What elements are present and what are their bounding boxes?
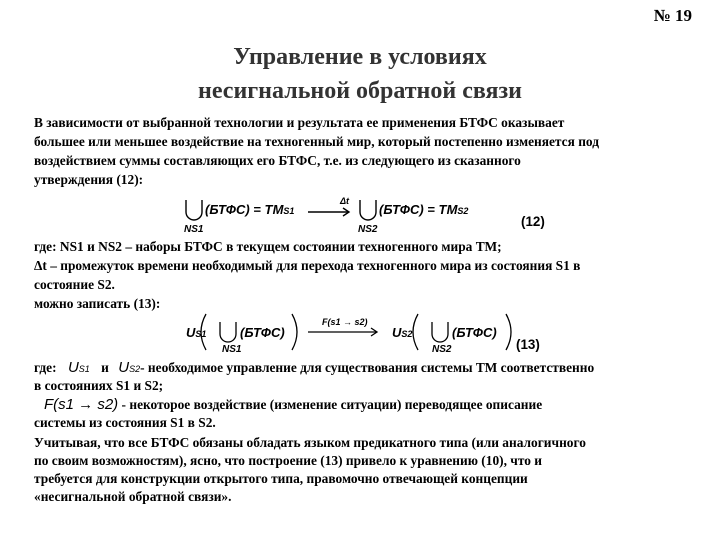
paragraph-4-line-2: системы из состояния S1 в S2. bbox=[34, 415, 216, 430]
title-line-2: несигнальной обратной связи bbox=[198, 78, 522, 104]
equation-13-number: (13) bbox=[516, 337, 540, 352]
eq12-rhs: (БТФС) = ТМS2 bbox=[379, 202, 469, 217]
f-transition-symbol: F(s1 → s2) bbox=[44, 396, 119, 413]
paragraph-4-line-1: F(s1 → s2) - некоторое воздействие (изменение ситуации) переводящее описание bbox=[44, 396, 543, 413]
paragraph-2-line-2: Δt – промежуток времени необходимый для перехода техногенного мира из состояния S1 в bbox=[34, 258, 581, 273]
paragraph-1-line-4: утверждения (12): bbox=[34, 172, 144, 187]
paragraph-1-line-1: В зависимости от выбранной технологии и результата ее применения БТФС оказывает bbox=[34, 115, 565, 130]
title-line-1: Управление в условиях bbox=[233, 44, 487, 70]
paragraph-5-line-2: по своим возможностям), ясно, что построение (13) привело к уравнению (10), что и bbox=[34, 453, 543, 468]
paragraph-5-line-4: «несигнальной обратной связи». bbox=[34, 489, 232, 504]
left-paren-2 bbox=[413, 314, 418, 350]
right-paren-1 bbox=[292, 314, 297, 350]
equation-12-number: (12) bbox=[521, 214, 545, 229]
eq13-arrow-label: F(s1 → s2) bbox=[322, 317, 368, 327]
right-paren-2 bbox=[506, 314, 511, 350]
paragraph-1-line-2: большее или меньшее воздействие на техногенный мир, который постепенно изменяется под bbox=[34, 134, 599, 149]
us2-symbol: US2 bbox=[118, 359, 141, 376]
union-symbol-left bbox=[186, 200, 202, 220]
paragraph-5-line-3: требуется для конструкции открытого типа, правомочно отвечающей концепции bbox=[34, 471, 528, 486]
eq13-us1: US1 bbox=[186, 325, 207, 340]
paragraph-5-line-1: Учитывая, что все БТФС обязаны обладать языком предикатного типа (или аналогичного bbox=[34, 435, 586, 450]
paragraph-3-line-2: в состояниях S1 и S2; bbox=[34, 378, 164, 393]
eq12-arrow-label: Δt bbox=[340, 196, 350, 206]
union-symbol-left bbox=[220, 322, 236, 342]
eq13-us2: US2 bbox=[392, 325, 413, 340]
slide-number: № 19 bbox=[653, 6, 692, 25]
paragraph-1-line-3: воздействием суммы составляющих его БТФС, т.е. из следующего из сказанного bbox=[34, 153, 521, 168]
eq13-ns1: NS1 bbox=[222, 344, 242, 355]
paragraph-2-line-3: состояние S2. bbox=[34, 277, 115, 292]
eq13-inner-right: (БТФС) bbox=[452, 325, 497, 340]
eq13-inner-left: (БТФС) bbox=[240, 325, 285, 340]
eq13-ns2: NS2 bbox=[432, 344, 452, 355]
slide-title bbox=[0, 40, 720, 108]
eq12-lhs: (БТФС) = ТМS1 bbox=[205, 202, 295, 217]
paragraph-3-line-1: где: US1 и US2- необходимое управление для существования системы ТМ соответственно bbox=[34, 359, 595, 376]
paragraph-2-line-4: можно записать (13): bbox=[34, 296, 161, 311]
union-symbol-right bbox=[360, 200, 376, 220]
eq12-ns1: NS1 bbox=[184, 224, 204, 235]
union-symbol-right bbox=[432, 322, 448, 342]
paragraph-2-line-1: где: NS1 и NS2 – наборы БТФС в текущем состоянии техногенного мира ТМ; bbox=[34, 239, 502, 254]
us1-symbol: US1 bbox=[67, 359, 90, 376]
eq12-ns2: NS2 bbox=[358, 224, 378, 235]
